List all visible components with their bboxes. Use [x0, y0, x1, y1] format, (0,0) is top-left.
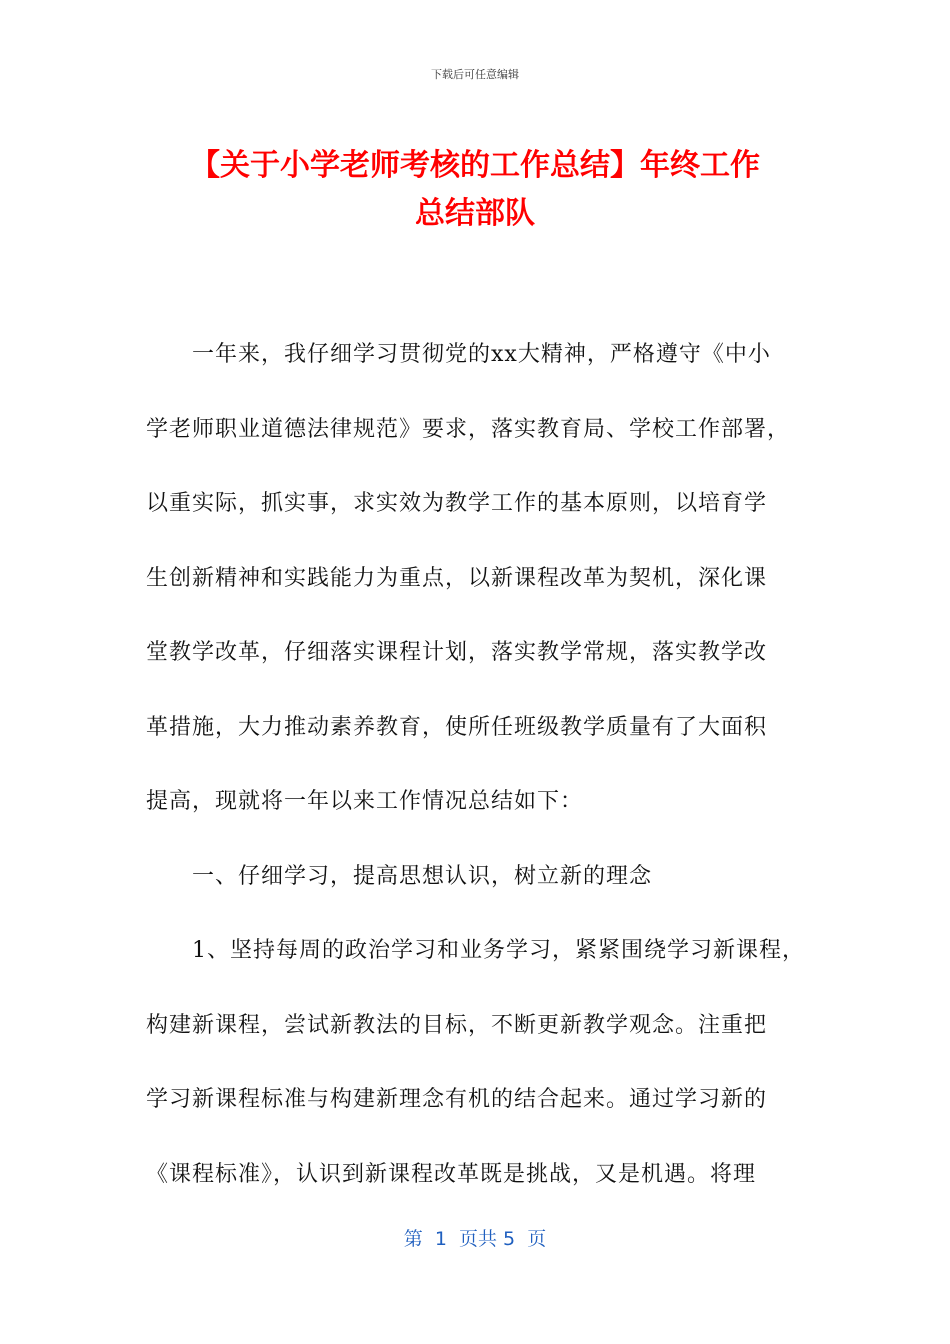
body-line: 1、坚持每周的政治学习和业务学习，紧紧围绕学习新课程，: [192, 938, 805, 963]
body-line: 构建新课程，尝试新教法的目标，不断更新教学观念。注重把: [146, 1012, 768, 1038]
title-line-1: 【关于小学老师考核的工作总结】年终工作: [190, 148, 760, 183]
body-line: 《课程标准》，认识到新课程改革既是挑战，又是机遇。将理: [146, 1161, 757, 1187]
title-line-2: 总结部队: [415, 196, 535, 231]
document-body: [146, 318, 806, 1212]
body-line: 提高，现就将一年以来工作情况总结如下：: [146, 789, 584, 814]
document-title: [140, 142, 810, 238]
body-line: 学习新课程标准与构建新理念有机的结合起来。通过学习新的: [146, 1087, 768, 1112]
body-line: 生创新精神和实践能力为重点，以新课程改革为契机，深化课: [146, 565, 768, 591]
body-line: 一年来，我仔细学习贯彻党的xx大精神，严格遵守《中小: [192, 342, 771, 367]
body-line: 堂教学改革，仔细落实课程计划，落实教学常规，落实教学改: [146, 640, 768, 665]
section-heading: 一、仔细学习，提高思想认识，树立新的理念: [192, 863, 653, 889]
body-line: 革措施，大力推动素养教育，使所任班级教学质量有了大面积: [146, 714, 768, 740]
header-note: 下载后可任意编辑: [431, 68, 519, 81]
body-line: 以重实际，抓实事，求实效为教学工作的基本原则，以培育学: [146, 491, 768, 516]
page-number-footer: 第 1 页共 5 页: [403, 1228, 547, 1250]
body-line: 学老师职业道德法律规范》要求，落实教育局、学校工作部署，: [146, 416, 791, 442]
